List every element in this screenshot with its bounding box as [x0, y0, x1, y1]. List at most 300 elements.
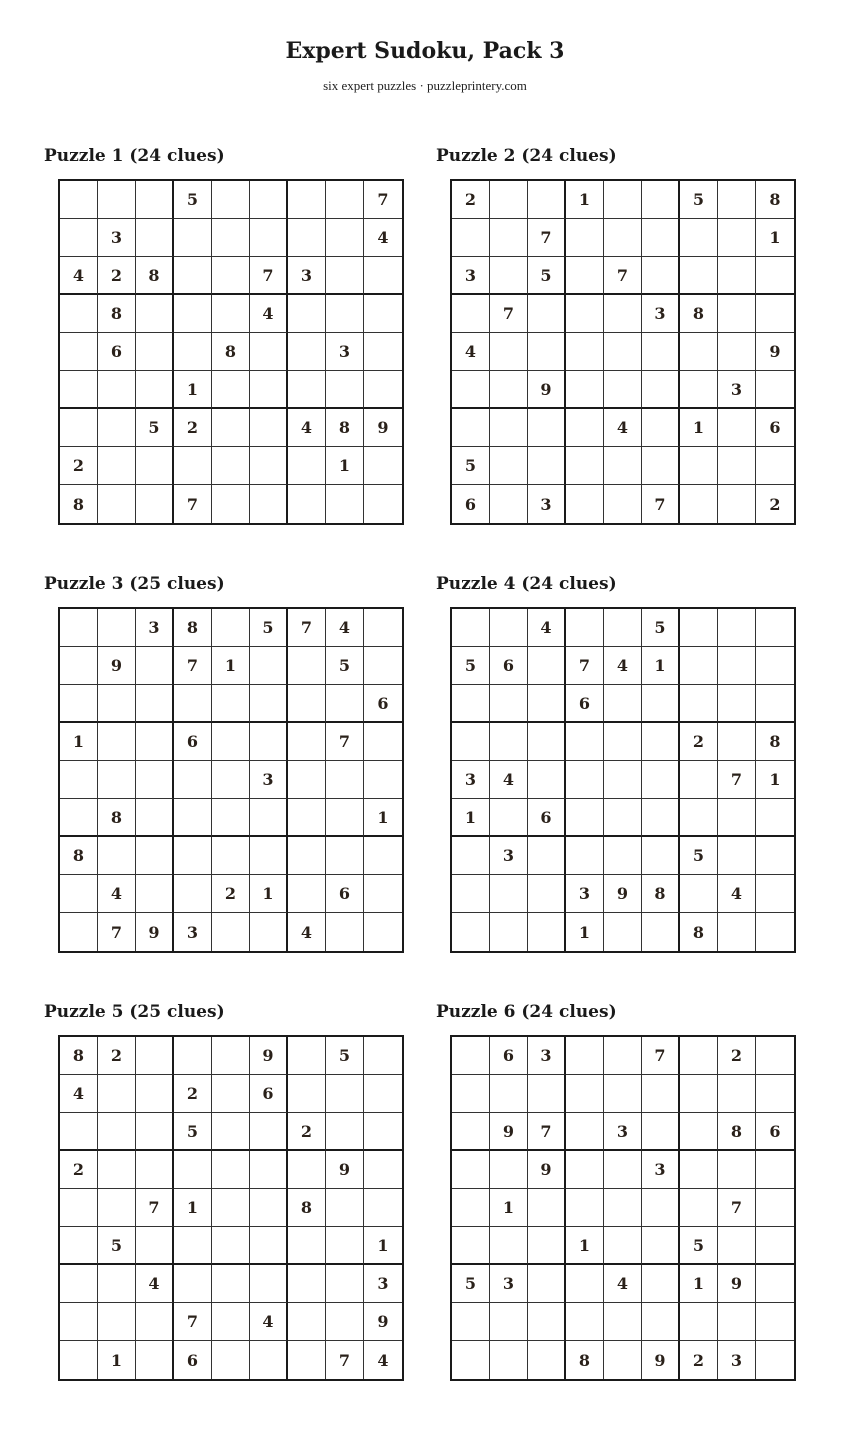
sudoku-cell: [566, 1113, 604, 1151]
sudoku-cell: [680, 799, 718, 837]
sudoku-cell: [364, 647, 402, 685]
sudoku-cell: [680, 1189, 718, 1227]
sudoku-cell: [680, 447, 718, 485]
puzzle-label: Puzzle 4 (24 clues): [436, 574, 617, 594]
sudoku-cell: [212, 1341, 250, 1379]
sudoku-cell: [212, 761, 250, 799]
sudoku-cell: 5: [452, 447, 490, 485]
sudoku-cell: [604, 1189, 642, 1227]
sudoku-cell: 7: [718, 761, 756, 799]
sudoku-cell: 4: [490, 761, 528, 799]
sudoku-cell: 4: [528, 609, 566, 647]
sudoku-cell: [98, 1303, 136, 1341]
sudoku-cell: 2: [174, 409, 212, 447]
sudoku-cell: 4: [98, 875, 136, 913]
sudoku-cell: [566, 1265, 604, 1303]
sudoku-cell: 4: [718, 875, 756, 913]
sudoku-cell: [566, 1075, 604, 1113]
sudoku-cell: [452, 837, 490, 875]
sudoku-cell: 1: [326, 447, 364, 485]
sudoku-cell: [490, 799, 528, 837]
sudoku-cell: [490, 181, 528, 219]
sudoku-cell: [680, 647, 718, 685]
sudoku-cell: 5: [326, 647, 364, 685]
sudoku-grid: [58, 179, 404, 525]
sudoku-cell: [452, 609, 490, 647]
sudoku-cell: [326, 485, 364, 523]
sudoku-cell: [98, 1151, 136, 1189]
sudoku-cell: 2: [60, 1151, 98, 1189]
sudoku-cell: [250, 333, 288, 371]
sudoku-cell: 3: [452, 761, 490, 799]
sudoku-grid: [450, 179, 796, 525]
sudoku-cell: [718, 409, 756, 447]
sudoku-cell: [452, 723, 490, 761]
sudoku-cell: [364, 609, 402, 647]
sudoku-cell: [566, 295, 604, 333]
sudoku-grid: [450, 1035, 796, 1381]
sudoku-cell: [718, 1151, 756, 1189]
sudoku-cell: [60, 219, 98, 257]
sudoku-cell: [604, 371, 642, 409]
sudoku-cell: [756, 875, 794, 913]
sudoku-cell: 5: [250, 609, 288, 647]
sudoku-cell: 6: [174, 1341, 212, 1379]
sudoku-cell: [452, 295, 490, 333]
sudoku-cell: 5: [642, 609, 680, 647]
sudoku-cell: [528, 647, 566, 685]
sudoku-cell: [288, 1265, 326, 1303]
sudoku-cell: 2: [288, 1113, 326, 1151]
sudoku-cell: 3: [136, 609, 174, 647]
sudoku-cell: [528, 1227, 566, 1265]
sudoku-cell: [288, 1151, 326, 1189]
sudoku-cell: [60, 371, 98, 409]
sudoku-cell: [490, 409, 528, 447]
sudoku-cell: [680, 609, 718, 647]
sudoku-cell: [326, 1189, 364, 1227]
sudoku-cell: 9: [364, 1303, 402, 1341]
sudoku-cell: [174, 1037, 212, 1075]
sudoku-cell: [490, 447, 528, 485]
sudoku-cell: [60, 1113, 98, 1151]
sudoku-cell: [136, 1037, 174, 1075]
sudoku-cell: [136, 447, 174, 485]
sudoku-cell: [490, 485, 528, 523]
sudoku-cell: 5: [326, 1037, 364, 1075]
sudoku-cell: 1: [490, 1189, 528, 1227]
sudoku-cell: [756, 1151, 794, 1189]
sudoku-cell: [528, 875, 566, 913]
sudoku-cell: [680, 1037, 718, 1075]
sudoku-cell: [212, 1113, 250, 1151]
sudoku-cell: [174, 295, 212, 333]
sudoku-cell: [60, 1341, 98, 1379]
sudoku-cell: 8: [288, 1189, 326, 1227]
sudoku-cell: [250, 371, 288, 409]
sudoku-cell: 5: [528, 257, 566, 295]
sudoku-cell: [212, 723, 250, 761]
sudoku-cell: [212, 1189, 250, 1227]
sudoku-cell: [452, 1151, 490, 1189]
sudoku-cell: [566, 447, 604, 485]
sudoku-cell: [288, 1303, 326, 1341]
sudoku-cell: 9: [326, 1151, 364, 1189]
sudoku-cell: [364, 837, 402, 875]
sudoku-cell: [250, 685, 288, 723]
sudoku-cell: [490, 875, 528, 913]
sudoku-cell: 9: [604, 875, 642, 913]
sudoku-cell: [528, 333, 566, 371]
sudoku-cell: [326, 371, 364, 409]
sudoku-cell: [136, 295, 174, 333]
sudoku-cell: [212, 371, 250, 409]
sudoku-cell: [250, 837, 288, 875]
sudoku-cell: 4: [604, 409, 642, 447]
sudoku-cell: [60, 1189, 98, 1227]
sudoku-cell: [604, 723, 642, 761]
sudoku-cell: [212, 1265, 250, 1303]
sudoku-cell: [452, 913, 490, 951]
sudoku-cell: 5: [136, 409, 174, 447]
sudoku-cell: [642, 1113, 680, 1151]
sudoku-cell: [642, 371, 680, 409]
sudoku-cell: [60, 1303, 98, 1341]
sudoku-cell: 6: [250, 1075, 288, 1113]
sudoku-cell: [212, 609, 250, 647]
sudoku-cell: [174, 875, 212, 913]
sudoku-cell: [756, 295, 794, 333]
sudoku-grid: [450, 607, 796, 953]
sudoku-cell: [756, 913, 794, 951]
sudoku-cell: [212, 1075, 250, 1113]
sudoku-cell: [756, 1227, 794, 1265]
sudoku-cell: [364, 1037, 402, 1075]
sudoku-cell: [326, 219, 364, 257]
sudoku-cell: [604, 761, 642, 799]
sudoku-cell: [566, 1037, 604, 1075]
sudoku-cell: [364, 257, 402, 295]
sudoku-cell: 2: [60, 447, 98, 485]
sudoku-cell: 9: [490, 1113, 528, 1151]
sudoku-cell: [756, 447, 794, 485]
sudoku-cell: [60, 875, 98, 913]
sudoku-cell: 4: [604, 1265, 642, 1303]
sudoku-cell: 7: [136, 1189, 174, 1227]
sudoku-cell: [326, 1227, 364, 1265]
sudoku-cell: [756, 1037, 794, 1075]
sudoku-cell: 2: [680, 723, 718, 761]
sudoku-cell: [98, 609, 136, 647]
sudoku-cell: [288, 1037, 326, 1075]
sudoku-cell: 1: [566, 181, 604, 219]
sudoku-cell: [490, 1075, 528, 1113]
sudoku-cell: [642, 723, 680, 761]
sudoku-cell: [250, 1113, 288, 1151]
sudoku-cell: [60, 1227, 98, 1265]
sudoku-cell: [60, 913, 98, 951]
sudoku-cell: [566, 1151, 604, 1189]
sudoku-cell: [212, 409, 250, 447]
sudoku-cell: [98, 1113, 136, 1151]
sudoku-cell: [136, 723, 174, 761]
sudoku-cell: [452, 1227, 490, 1265]
sudoku-cell: 7: [174, 1303, 212, 1341]
sudoku-cell: 8: [212, 333, 250, 371]
sudoku-cell: [174, 1265, 212, 1303]
sudoku-cell: [174, 447, 212, 485]
sudoku-cell: [680, 761, 718, 799]
sudoku-cell: [288, 1227, 326, 1265]
sudoku-cell: [60, 799, 98, 837]
sudoku-cell: 1: [566, 913, 604, 951]
sudoku-cell: [136, 1113, 174, 1151]
sudoku-cell: [136, 219, 174, 257]
sudoku-cell: 3: [566, 875, 604, 913]
sudoku-cell: [680, 333, 718, 371]
sudoku-cell: [98, 1075, 136, 1113]
sudoku-cell: [212, 1037, 250, 1075]
sudoku-cell: [364, 723, 402, 761]
sudoku-cell: [60, 761, 98, 799]
sudoku-cell: 7: [250, 257, 288, 295]
sudoku-cell: [60, 1265, 98, 1303]
sudoku-cell: 4: [60, 1075, 98, 1113]
sudoku-cell: 7: [326, 723, 364, 761]
sudoku-cell: 7: [174, 485, 212, 523]
sudoku-cell: [718, 1075, 756, 1113]
sudoku-cell: [250, 1151, 288, 1189]
sudoku-cell: [364, 1189, 402, 1227]
sudoku-cell: [642, 799, 680, 837]
sudoku-cell: [490, 1303, 528, 1341]
page-subtitle: six expert puzzles · puzzleprintery.com: [323, 78, 527, 93]
sudoku-cell: [174, 333, 212, 371]
sudoku-cell: 4: [288, 409, 326, 447]
sudoku-cell: [288, 1341, 326, 1379]
sudoku-cell: 1: [680, 1265, 718, 1303]
sudoku-cell: 5: [680, 1227, 718, 1265]
sudoku-cell: 1: [212, 647, 250, 685]
sudoku-cell: [756, 609, 794, 647]
sudoku-cell: [718, 609, 756, 647]
sudoku-cell: 6: [98, 333, 136, 371]
sudoku-cell: [250, 485, 288, 523]
sudoku-cell: [642, 1075, 680, 1113]
sudoku-cell: [364, 761, 402, 799]
sudoku-cell: [98, 181, 136, 219]
sudoku-cell: [174, 219, 212, 257]
sudoku-cell: [364, 371, 402, 409]
sudoku-cell: [604, 447, 642, 485]
sudoku-cell: [250, 181, 288, 219]
sudoku-cell: [364, 875, 402, 913]
sudoku-cell: [680, 685, 718, 723]
sudoku-cell: 3: [718, 371, 756, 409]
sudoku-cell: 8: [174, 609, 212, 647]
sudoku-cell: 5: [452, 1265, 490, 1303]
sudoku-cell: 7: [326, 1341, 364, 1379]
sudoku-cell: [250, 219, 288, 257]
sudoku-cell: 1: [566, 1227, 604, 1265]
sudoku-cell: [98, 685, 136, 723]
sudoku-cell: [452, 1303, 490, 1341]
sudoku-cell: [718, 447, 756, 485]
sudoku-cell: [136, 1151, 174, 1189]
sudoku-cell: [528, 1303, 566, 1341]
sudoku-cell: [718, 333, 756, 371]
sudoku-cell: 8: [718, 1113, 756, 1151]
sudoku-cell: [136, 181, 174, 219]
puzzle-label: Puzzle 1 (24 clues): [44, 146, 225, 166]
sudoku-cell: [212, 1303, 250, 1341]
sudoku-cell: [490, 1227, 528, 1265]
sudoku-cell: [642, 333, 680, 371]
sudoku-cell: 7: [174, 647, 212, 685]
sudoku-cell: 8: [136, 257, 174, 295]
sudoku-cell: [250, 1189, 288, 1227]
sudoku-cell: 2: [212, 875, 250, 913]
sudoku-cell: [250, 1265, 288, 1303]
sudoku-cell: [136, 875, 174, 913]
sudoku-cell: 7: [98, 913, 136, 951]
sudoku-cell: [528, 1189, 566, 1227]
sudoku-cell: [642, 913, 680, 951]
sudoku-cell: [756, 647, 794, 685]
sudoku-cell: 8: [566, 1341, 604, 1379]
sudoku-cell: [364, 333, 402, 371]
sudoku-cell: [250, 447, 288, 485]
sudoku-cell: 9: [98, 647, 136, 685]
sudoku-cell: [566, 1189, 604, 1227]
sudoku-cell: [452, 1341, 490, 1379]
sudoku-cell: [642, 257, 680, 295]
sudoku-cell: 7: [718, 1189, 756, 1227]
sudoku-cell: [756, 1075, 794, 1113]
sudoku-cell: [98, 761, 136, 799]
sudoku-cell: 7: [288, 609, 326, 647]
sudoku-cell: 2: [718, 1037, 756, 1075]
sudoku-cell: [604, 181, 642, 219]
sudoku-cell: [364, 485, 402, 523]
sudoku-cell: 2: [98, 257, 136, 295]
sudoku-cell: 3: [642, 295, 680, 333]
sudoku-cell: [604, 1303, 642, 1341]
sudoku-cell: [212, 685, 250, 723]
sudoku-cell: [136, 685, 174, 723]
sudoku-cell: [212, 447, 250, 485]
sudoku-cell: 1: [250, 875, 288, 913]
sudoku-cell: 3: [528, 485, 566, 523]
sudoku-cell: [680, 1075, 718, 1113]
sudoku-cell: [604, 333, 642, 371]
sudoku-cell: [604, 1341, 642, 1379]
sudoku-cell: 7: [364, 181, 402, 219]
sudoku-cell: 1: [60, 723, 98, 761]
sudoku-cell: 2: [452, 181, 490, 219]
sudoku-cell: [566, 409, 604, 447]
sudoku-cell: 1: [174, 1189, 212, 1227]
sudoku-cell: [364, 447, 402, 485]
sudoku-cell: [250, 1341, 288, 1379]
sudoku-cell: [604, 609, 642, 647]
sudoku-cell: 2: [680, 1341, 718, 1379]
sudoku-cell: 6: [566, 685, 604, 723]
sudoku-cell: [490, 685, 528, 723]
sudoku-cell: [756, 1341, 794, 1379]
sudoku-cell: 5: [174, 1113, 212, 1151]
sudoku-cell: 3: [528, 1037, 566, 1075]
sudoku-cell: 5: [452, 647, 490, 685]
sudoku-cell: 8: [680, 913, 718, 951]
sudoku-cell: 4: [250, 295, 288, 333]
sudoku-cell: 3: [174, 913, 212, 951]
sudoku-cell: 4: [377, 1350, 389, 1370]
sudoku-cell: [490, 913, 528, 951]
sudoku-cell: [528, 1075, 566, 1113]
sudoku-cell: [490, 257, 528, 295]
sudoku-cell: [60, 685, 98, 723]
sudoku-cell: 9: [718, 1265, 756, 1303]
page-title: Expert Sudoku, Pack 3: [285, 38, 565, 64]
sudoku-cell: [98, 447, 136, 485]
sudoku-cell: [288, 333, 326, 371]
sudoku-cell: [718, 257, 756, 295]
sudoku-cell: [528, 685, 566, 723]
sudoku-cell: 8: [60, 485, 98, 523]
sudoku-cell: [288, 181, 326, 219]
sudoku-cell: 9: [756, 333, 794, 371]
sudoku-cell: [528, 837, 566, 875]
sudoku-cell: [452, 1113, 490, 1151]
sudoku-cell: [642, 1227, 680, 1265]
sudoku-cell: 1: [364, 1227, 402, 1265]
sudoku-cell: [212, 181, 250, 219]
sudoku-cell: [528, 1265, 566, 1303]
sudoku-cell: 3: [718, 1341, 756, 1379]
sudoku-cell: [642, 685, 680, 723]
sudoku-cell: 9: [250, 1037, 288, 1075]
sudoku-cell: [212, 1151, 250, 1189]
sudoku-cell: [326, 1113, 364, 1151]
sudoku-cell: [326, 761, 364, 799]
sudoku-cell: [452, 1075, 490, 1113]
sudoku-cell: [566, 1303, 604, 1341]
sudoku-cell: [642, 181, 680, 219]
sudoku-cell: [212, 1227, 250, 1265]
puzzle-label: Puzzle 2 (24 clues): [436, 146, 617, 166]
sudoku-cell: 6: [528, 799, 566, 837]
sudoku-cell: [718, 219, 756, 257]
sudoku-cell: 1: [98, 1341, 136, 1379]
sudoku-cell: [136, 1075, 174, 1113]
sudoku-cell: [756, 685, 794, 723]
sudoku-cell: [756, 371, 794, 409]
sudoku-cell: [174, 685, 212, 723]
sudoku-cell: [288, 447, 326, 485]
sudoku-cell: [490, 609, 528, 647]
sudoku-cell: [528, 1341, 566, 1379]
sudoku-cell: [566, 333, 604, 371]
sudoku-cell: [212, 257, 250, 295]
sudoku-cell: [490, 219, 528, 257]
sudoku-cell: 4: [136, 1265, 174, 1303]
sudoku-cell: 8: [60, 1037, 98, 1075]
sudoku-cell: [566, 799, 604, 837]
sudoku-cell: 6: [490, 647, 528, 685]
sudoku-cell: [566, 219, 604, 257]
sudoku-cell: [288, 685, 326, 723]
